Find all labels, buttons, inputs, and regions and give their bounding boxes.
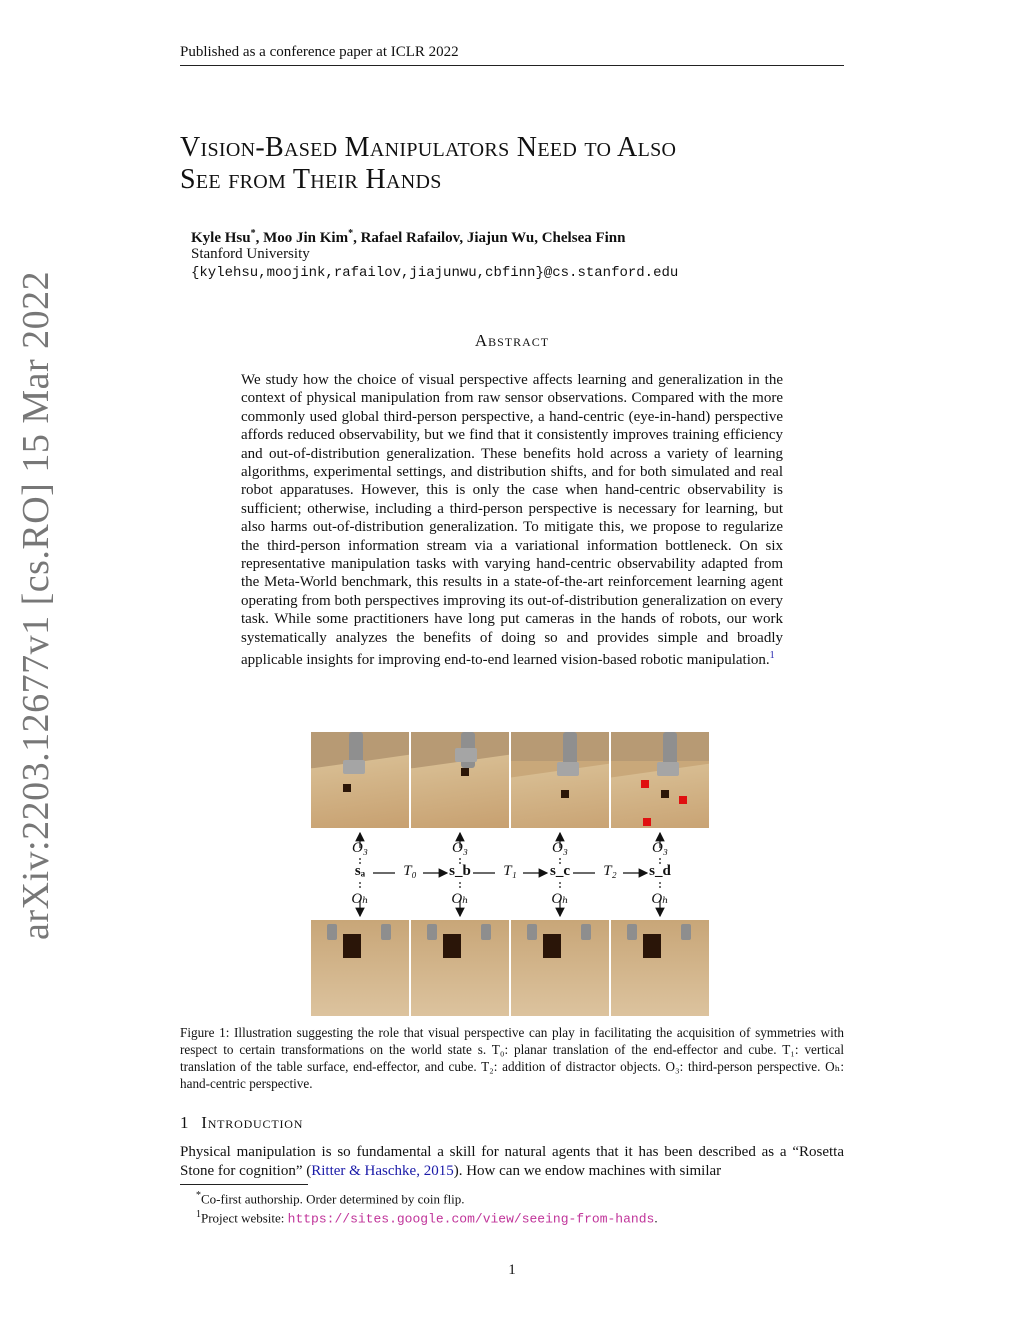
distractor-object — [641, 780, 649, 788]
third-person-view-a — [311, 732, 409, 828]
hand-centric-view-c — [511, 920, 609, 1016]
label-o3-b: O₃ — [451, 840, 469, 856]
state-a: sₐ — [354, 863, 366, 879]
footnote-2-mark: 1 — [196, 1209, 201, 1220]
running-header: Published as a conference paper at ICLR 2022 — [180, 44, 844, 66]
third-person-view-c — [511, 732, 609, 828]
abstract-body — [241, 371, 783, 670]
abstract-text: We study how the choice of visual perspective affects learning and generalization in the context of physical manipulation from raw sensor observations. Compared with the more commonly used global third-person perspective, a hand-centric (eye-in-hand) perspective affords reduced observability, but we find that it consistently improves training efficiency and out-of-distribution generalization. These benefits hold across a variety of learning algorithms, experimental settings, and distribution shifts, and for both simulated and real robot apparatuses. However, this is only the case when hand-centric observability is sufficient; otherwise, including a third-person perspective is necessary for learning, but also harms out-of-distribution generalization. To mitigate this, we propose to regularize the third-person information stream via a variational information bottleneck. On six representative manipulation tasks with varying hand-centric observability adapted from the Meta-World benchmark, this results in a state-of-the-art reinforcement learning agent operating from both perspectives improving its out-of-distribution generalization on every task. While some practitioners have long put cameras in the hands of robots, our work systematically analyzes the benefits of doing so and provides simple and broadly applicable insights for improving end-to-end learned vision-based robotic manipulation. — [241, 372, 783, 669]
hand-centric-view-a — [311, 920, 409, 1016]
footnote-1 — [196, 1190, 465, 1207]
author-2: , Moo Jin Kim — [255, 230, 349, 246]
state-b: s_b — [449, 863, 471, 879]
hand-centric-view-d — [611, 920, 709, 1016]
label-oh-b: Oₕ — [451, 891, 469, 907]
footnote-1-mark: * — [196, 1190, 201, 1201]
section-number: 1 — [180, 1113, 189, 1132]
title-line-2: See from Their Hands — [180, 164, 442, 195]
abstract-footnote-link[interactable]: 1 — [769, 650, 775, 662]
transform-t2: T₂ — [603, 863, 617, 879]
author-list — [191, 228, 626, 247]
transform-t1: T₁ — [503, 863, 517, 879]
hand-centric-view-b — [411, 920, 509, 1016]
figure-1 — [311, 732, 711, 1018]
intro-after: ). How can we endow machines with similar — [453, 1163, 722, 1179]
label-oh-a: Oₕ — [351, 891, 369, 907]
label-o3-a: O₃ — [351, 840, 369, 856]
project-website-link[interactable]: https://sites.google.com/view/seeing-from-hands — [287, 1211, 655, 1227]
section-title: Introduction — [201, 1113, 304, 1132]
label-o3-c: O₃ — [551, 840, 569, 856]
page-number: 1 — [508, 1262, 516, 1278]
citation-link[interactable]: Ritter & Haschke, 2015 — [311, 1163, 454, 1179]
introduction-text — [180, 1143, 844, 1181]
footnote-2 — [196, 1209, 658, 1226]
abstract-heading: Abstract — [474, 331, 550, 350]
distractor-object — [643, 818, 651, 826]
footnote-divider — [180, 1184, 308, 1185]
third-person-view-d — [611, 732, 709, 828]
footnote-2-end: . — [654, 1210, 658, 1226]
third-person-view-b — [411, 732, 509, 828]
other-authors: , Rafael Rafailov, Jiajun Wu, Chelsea Finn — [353, 230, 626, 246]
label-oh-d: Oₕ — [651, 891, 669, 907]
footnote-2-label: Project website: — [201, 1210, 288, 1226]
author-emails: {kylehsu,moojink,rafailov,jiajunwu,cbfinn}@cs.stanford.edu — [191, 265, 679, 281]
label-o3-d: O₃ — [651, 840, 669, 856]
footnote-1-text: Co-first authorship. Order determined by coin flip. — [201, 1191, 465, 1207]
author-1: Kyle Hsu — [191, 230, 251, 246]
author-2-mark: * — [348, 228, 354, 239]
affiliation: Stanford University — [191, 246, 310, 262]
arxiv-stamp: arXiv:2203.12677v1 [cs.RO] 15 Mar 2022 — [15, 270, 57, 940]
author-1-mark: * — [250, 228, 256, 239]
intro-before: Physical manipulation is so fundamental a skill for natural agents that it has been described as a “Rosetta Stone for cognition” ( — [180, 1144, 844, 1179]
figure-1-caption: Figure 1: Illustration suggesting the role that visual perspective can play in facilitating the acquisition of symmetries with respect to certain transformations on the world state s. T₀: planar translation of the end-effector and cube. T₁: vertical translation of the table surface, end-effector, and cube. T₂: addition of distractor objects. O₃: third-person perspective. Oₕ: hand-centric perspective. — [180, 1025, 844, 1091]
state-d: s_d — [649, 863, 671, 879]
title-line-1: Vision-Based Manipulators Need to Also — [180, 132, 677, 163]
paper-title — [180, 132, 880, 196]
label-oh-c: Oₕ — [551, 891, 569, 907]
section-heading — [180, 1113, 303, 1133]
distractor-object — [679, 796, 687, 804]
state-c: s_c — [550, 863, 570, 879]
transform-t0: T₀ — [403, 863, 417, 879]
